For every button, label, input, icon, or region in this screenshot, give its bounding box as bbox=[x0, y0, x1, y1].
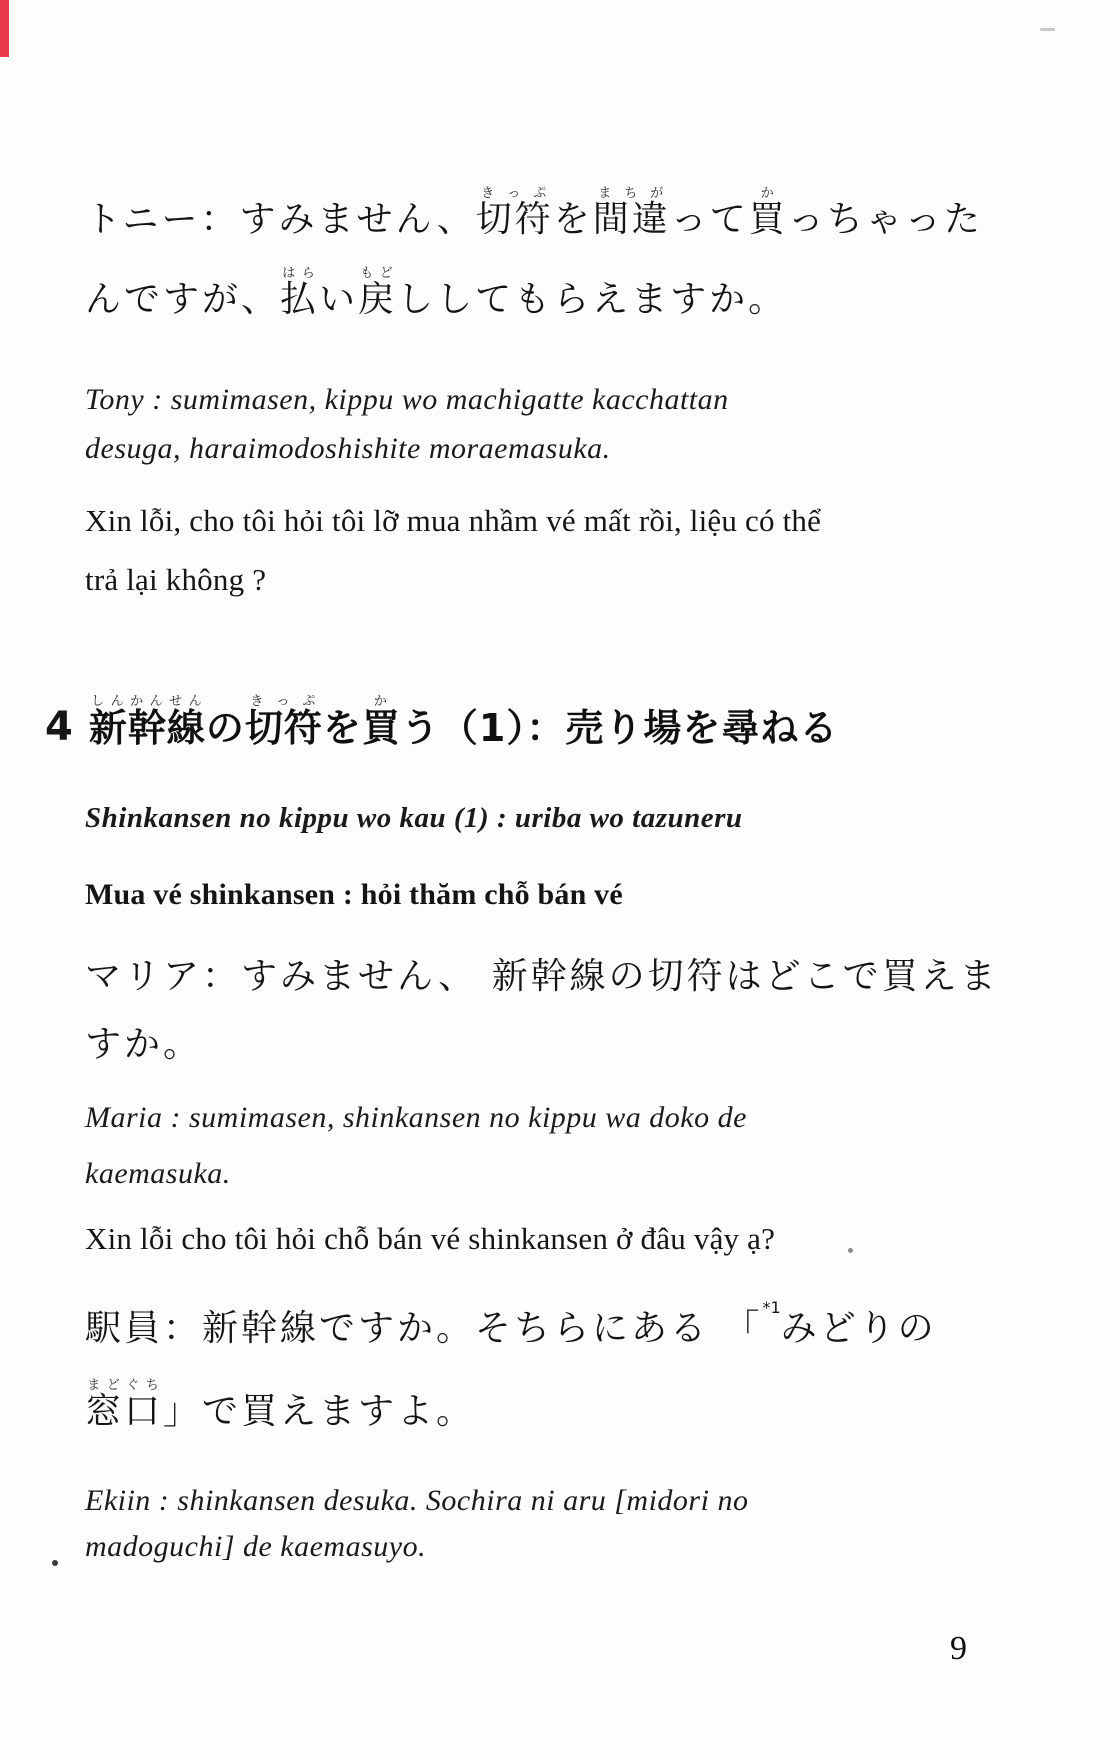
ruby-ka bbox=[748, 186, 788, 240]
ruby-furigana: か bbox=[748, 186, 788, 201]
ruby-furigana: か bbox=[361, 694, 401, 709]
ja-text-segment: を bbox=[553, 199, 593, 240]
ekiin-japanese-line-2 bbox=[85, 1378, 475, 1432]
ruby-base: 買 bbox=[748, 199, 788, 240]
ruby-base: 窓口 bbox=[85, 1391, 164, 1432]
ja-text-segment: い bbox=[319, 279, 359, 320]
ruby-furigana: しんかんせん bbox=[88, 694, 206, 709]
ekiin-romaji-line-2: madoguchi] de kaemasuyo. bbox=[85, 1530, 427, 1563]
tony-romaji-line-2: desuga, haraimodoshishite moraemasuka. bbox=[85, 432, 611, 465]
ruby-furigana: きっぷ bbox=[244, 694, 323, 709]
ruby-base: 戻 bbox=[358, 279, 398, 320]
ja-text-segment: みどりの bbox=[780, 1308, 937, 1349]
maria-romaji-line-2: kaemasuka. bbox=[85, 1157, 231, 1190]
tony-japanese-line-1 bbox=[85, 186, 983, 240]
ruby-base: 切符 bbox=[244, 706, 323, 750]
ekiin-japanese-line-1 bbox=[85, 1298, 937, 1349]
ruby-furigana: まちが bbox=[592, 186, 671, 201]
ruby-shinkansen bbox=[88, 694, 206, 750]
ruby-base: 切符 bbox=[475, 199, 554, 240]
maria-japanese-line-1: マリア：すみません、 新幹線の切符はどこで買えま bbox=[85, 956, 999, 997]
ruby-base: 買 bbox=[361, 706, 401, 750]
ja-text-segment: う（1）：売り場を尋ねる bbox=[400, 706, 839, 750]
scan-artifact-dot bbox=[848, 1248, 853, 1253]
ruby-ka bbox=[361, 694, 401, 750]
maria-romaji-line-1: Maria : sumimasen, shinkansen no kippu wa doko de bbox=[85, 1101, 747, 1134]
scan-artifact-dot bbox=[52, 1560, 58, 1566]
footnote-marker: *1 bbox=[762, 1298, 781, 1317]
ruby-furigana: まどぐち bbox=[85, 1378, 164, 1393]
ruby-base: 払 bbox=[280, 279, 320, 320]
section-romaji: Shinkansen no kippu wo kau (1) : uriba wo tazuneru bbox=[85, 802, 743, 834]
ruby-kippu bbox=[244, 694, 323, 750]
scan-artifact-dash bbox=[1040, 28, 1055, 31]
ja-text-segment: って bbox=[670, 199, 749, 240]
ja-text-segment: 駅員：新幹線ですか。そちらにある 「 bbox=[85, 1308, 763, 1349]
tony-japanese-line-2 bbox=[85, 266, 787, 320]
section-4-heading bbox=[45, 694, 838, 752]
maria-vietnamese-line: Xin lỗi cho tôi hỏi chỗ bán vé shinkansen ở đâu vậy ạ? bbox=[85, 1221, 776, 1256]
tony-vietnamese-line-2: trả lại không ? bbox=[85, 562, 267, 597]
ja-text-segment: ししてもらえますか。 bbox=[397, 279, 788, 320]
tony-romaji-line-1: Tony : sumimasen, kippu wo machigatte kacchattan bbox=[85, 383, 729, 416]
ruby-kippu bbox=[475, 186, 554, 240]
ja-text-segment: の bbox=[205, 706, 245, 750]
page-number: 9 bbox=[950, 1630, 967, 1667]
ja-text-segment: 」で買えますよ。 bbox=[163, 1391, 476, 1432]
section-number: 4 bbox=[45, 704, 73, 750]
ja-text-segment: トニー：すみません、 bbox=[85, 199, 476, 240]
section-vietnamese: Mua vé shinkansen : hỏi thăm chỗ bán vé bbox=[85, 878, 623, 911]
ruby-base: 間違 bbox=[592, 199, 671, 240]
ruby-hara bbox=[280, 266, 320, 320]
ruby-modo bbox=[358, 266, 398, 320]
ruby-furigana: もど bbox=[358, 266, 398, 281]
scan-artifact-red-strip bbox=[0, 0, 9, 57]
ruby-madoguchi bbox=[85, 1378, 164, 1432]
ekiin-romaji-line-1: Ekiin : shinkansen desuka. Sochira ni aru [midori no bbox=[85, 1484, 749, 1517]
maria-japanese-line-2: すか。 bbox=[85, 1024, 203, 1065]
ruby-furigana: はら bbox=[280, 266, 320, 281]
ruby-machiga bbox=[592, 186, 671, 240]
section-heading-text bbox=[89, 694, 839, 752]
ruby-base: 新幹線 bbox=[88, 706, 206, 750]
ja-text-segment: を bbox=[322, 706, 362, 750]
ja-text-segment: んですが、 bbox=[85, 279, 281, 320]
ja-text-segment: っちゃった bbox=[787, 199, 983, 240]
tony-vietnamese-line-1: Xin lỗi, cho tôi hỏi tôi lỡ mua nhầm vé mất rồi, liệu có thể bbox=[85, 503, 822, 538]
ruby-furigana: きっぷ bbox=[475, 186, 554, 201]
